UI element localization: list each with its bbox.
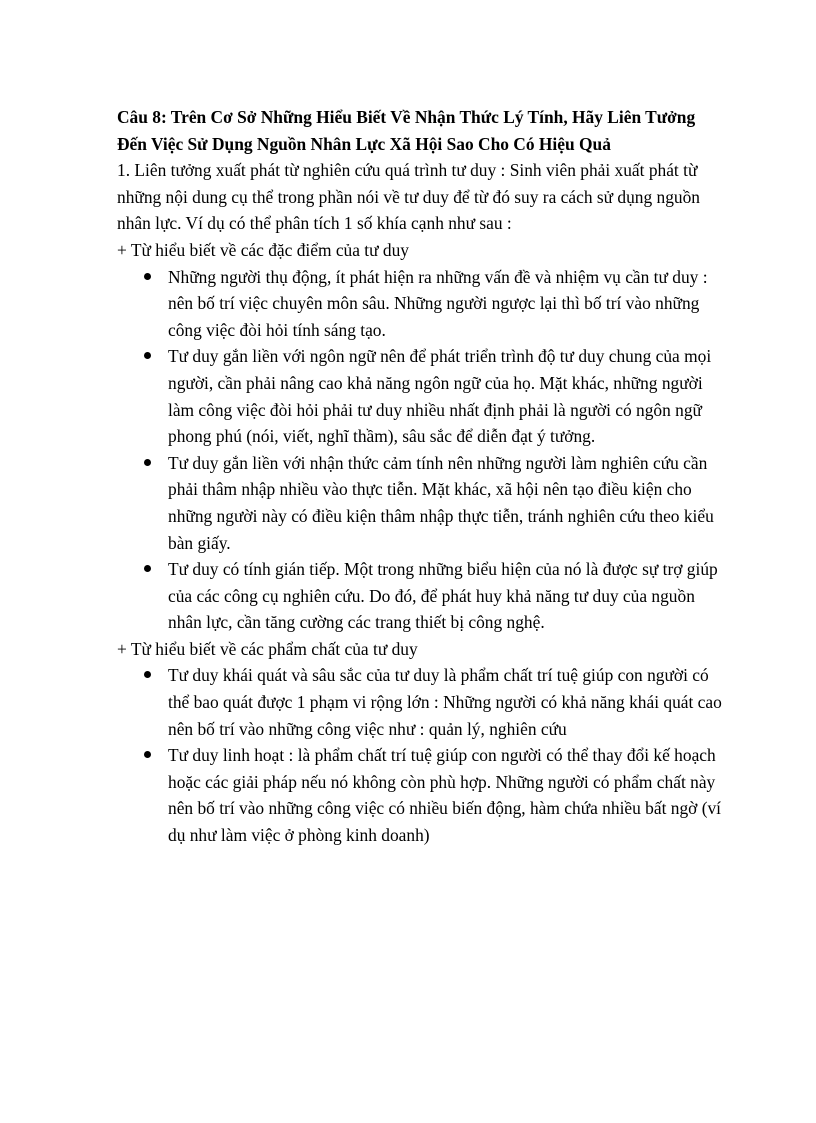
bullet-icon bbox=[144, 671, 151, 678]
bullet-list-qualities bbox=[117, 662, 726, 848]
list-item-text: Tư duy khái quát và sâu sắc của tư duy là phẩm chất trí tuệ giúp con người có thể bao quát được 1 phạm vi rộng lớn : Những người có khả năng khái quát cao nên bố trí vào những công việc như : quản lý, nghiên cứu bbox=[168, 665, 722, 739]
section-heading-characteristics: + Từ hiểu biết về các đặc điểm của tư duy bbox=[117, 239, 409, 260]
section-heading-qualities: + Từ hiểu biết về các phẩm chất của tư duy bbox=[117, 638, 418, 659]
list-item bbox=[168, 264, 726, 344]
bullet-icon bbox=[144, 352, 151, 359]
bullet-icon bbox=[144, 565, 151, 572]
intro-paragraph: 1. Liên tưởng xuất phát từ nghiên cứu quá trình tư duy : Sinh viên phải xuất phát từ những nội dung cụ thể trong phần nói về tư duy để từ đó suy ra cách sử dụng nguồn nhân lực. Ví dụ có thể phân tích 1 số khía cạnh như sau : bbox=[117, 160, 701, 234]
list-item bbox=[168, 742, 726, 848]
list-item bbox=[168, 450, 726, 556]
list-item bbox=[168, 343, 726, 449]
list-item bbox=[168, 662, 726, 742]
list-item bbox=[168, 556, 726, 636]
bullet-icon bbox=[144, 459, 151, 466]
bullet-icon bbox=[144, 273, 151, 280]
list-item-text: Tư duy linh hoạt : là phẩm chất trí tuệ giúp con người có thể thay đổi kế hoạch hoặc các giải pháp nếu nó không còn phù hợp. Những người có phẩm chất này nên bố trí vào những công việc có nhiều biến động, hàm chứa nhiều bất ngờ (ví dụ như làm việc ở phòng kinh doanh) bbox=[168, 745, 722, 846]
bullet-list-characteristics bbox=[117, 264, 726, 636]
list-item-text: Tư duy gắn liền với ngôn ngữ nên để phát triển trình độ tư duy chung của mọi người, cần phải nâng cao khả năng ngôn ngữ của họ. Mặt khác, những người làm công việc đòi hỏi phải tư duy nhiều nhất định phải là người có ngôn ngữ phong phú (nói, viết, nghĩ thầm), sâu sắc để diễn đạt ý tưởng. bbox=[168, 346, 712, 447]
list-item-text: Những người thụ động, ít phát hiện ra những vấn đề và nhiệm vụ cần tư duy : nên bố trí việc chuyên môn sâu. Những người ngược lại thì bố trí vào những công việc đòi hỏi tính sáng tạo. bbox=[168, 266, 708, 340]
list-item-text: Tư duy gắn liền với nhận thức cảm tính nên những người làm nghiên cứu cần phải thâm nhập nhiều vào thực tiễn. Mặt khác, xã hội nên tạo điều kiện cho những người này có điều kiện thâm nhập thực tiễn, tránh nghiên cứu theo kiểu bàn giấy. bbox=[168, 452, 714, 553]
bullet-icon bbox=[144, 751, 151, 758]
question-title: Câu 8: Trên Cơ Sở Những Hiểu Biết Về Nhận Thức Lý Tính, Hãy Liên Tưởng Đến Việc Sử Dụng Nguồn Nhân Lực Xã Hội Sao Cho Có Hiệu Quả bbox=[117, 107, 696, 154]
list-item-text: Tư duy có tính gián tiếp. Một trong những biểu hiện của nó là được sự trợ giúp của các công cụ nghiên cứu. Do đó, để phát huy khả năng tư duy của nguồn nhân lực, cần tăng cường các trang thiết bị công nghệ. bbox=[168, 559, 718, 633]
